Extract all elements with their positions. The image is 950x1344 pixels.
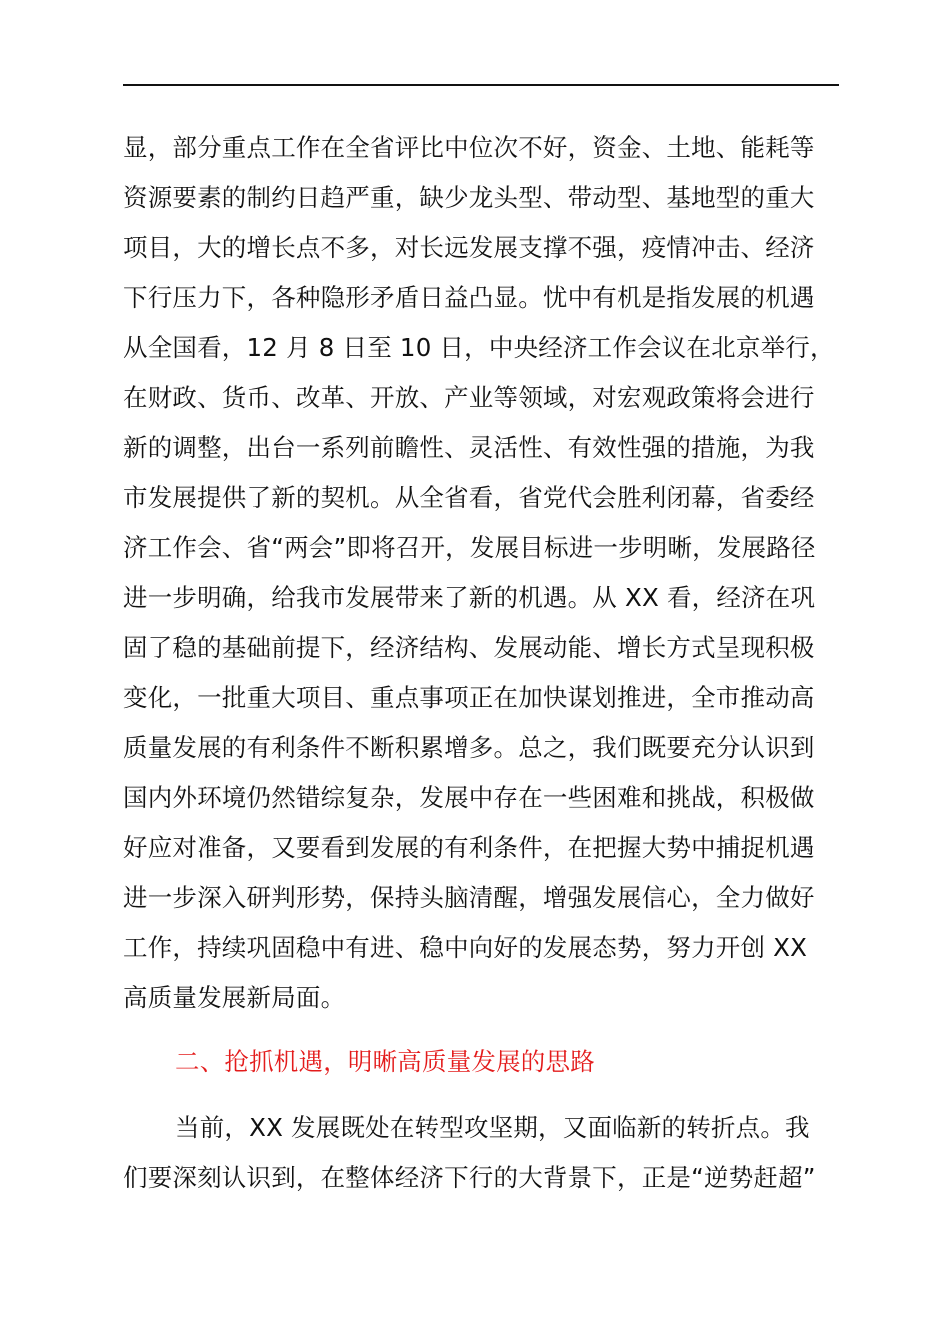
header-rule bbox=[123, 84, 839, 86]
body-text-line: 当前，XX 发展既处在转型攻坚期，又面临新的转折点。我 bbox=[175, 1113, 810, 1142]
section-heading: 二、抢抓机遇，明晰高质量发展的思路 bbox=[175, 1047, 595, 1076]
body-text-line: 新的调整，出台一系列前瞻性、灵活性、有效性强的措施，为我 bbox=[123, 433, 815, 462]
body-text-line: 项目，大的增长点不多，对长远发展支撑不强，疫情冲击、经济 bbox=[123, 233, 815, 262]
body-text-line: 国内外环境仍然错综复杂，发展中存在一些困难和挑战，积极做 bbox=[123, 783, 815, 812]
body-text-line: 资源要素的制约日趋严重，缺少龙头型、带动型、基地型的重大 bbox=[123, 183, 815, 212]
body-text-line: 进一步明确，给我市发展带来了新的机遇。从 XX 看，经济在巩 bbox=[123, 583, 816, 612]
body-text-line: 高质量发展新局面。 bbox=[123, 983, 346, 1012]
body-text-line: 从全国看，12 月 8 日至 10 日，中央经济工作会议在北京举行， bbox=[123, 333, 835, 362]
body-text-line: 变化，一批重大项目、重点事项正在加快谋划推进，全市推动高 bbox=[123, 683, 815, 712]
body-text-line: 好应对准备，又要看到发展的有利条件，在把握大势中捕捉机遇 bbox=[123, 833, 815, 862]
body-text-line: 下行压力下，各种隐形矛盾日益凸显。忧中有机是指发展的机遇 bbox=[123, 283, 815, 312]
body-text-line: 显，部分重点工作在全省评比中位次不好，资金、土地、能耗等 bbox=[123, 133, 815, 162]
body-text-line: 质量发展的有利条件不断积累增多。总之，我们既要充分认识到 bbox=[123, 733, 815, 762]
body-text-line: 们要深刻认识到，在整体经济下行的大背景下，正是“逆势赶超” bbox=[123, 1163, 816, 1192]
body-text-line: 进一步深入研判形势，保持头脑清醒，增强发展信心，全力做好 bbox=[123, 883, 815, 912]
body-text-line: 在财政、货币、改革、开放、产业等领域，对宏观政策将会进行 bbox=[123, 383, 815, 412]
body-text-line: 市发展提供了新的契机。从全省看，省党代会胜利闭幕，省委经 bbox=[123, 483, 815, 512]
body-text-line: 固了稳的基础前提下，经济结构、发展动能、增长方式呈现积极 bbox=[123, 633, 815, 662]
body-text-line: 工作，持续巩固稳中有进、稳中向好的发展态势，努力开创 XX bbox=[123, 933, 808, 962]
body-text-line: 济工作会、省“两会”即将召开，发展目标进一步明晰，发展路径 bbox=[123, 533, 816, 562]
